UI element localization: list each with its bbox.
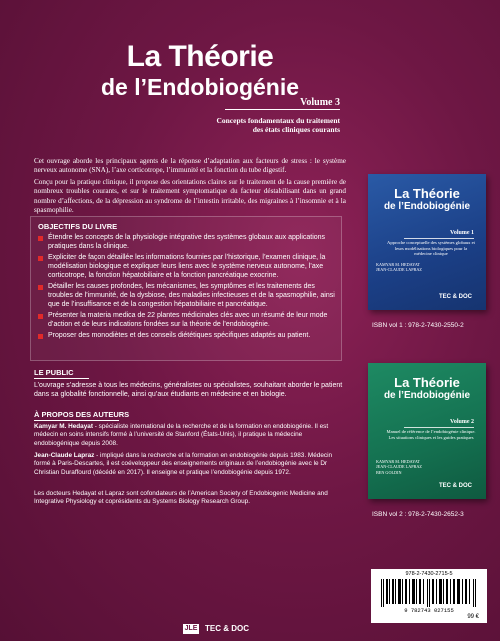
barcode-number: 9 782743 027155 (404, 607, 454, 614)
objective-text: Présenter la materia medica de 22 plantes médicinales clés avec un résumé de leur mode d’action et de leurs indications fondées sur la théorie de l’endobiogénie. (48, 311, 328, 328)
cover-publisher-logo: TEC & DOC (439, 483, 472, 489)
list-item (38, 312, 338, 330)
list-item (38, 254, 338, 281)
cover-divider (404, 238, 474, 239)
authors-divider (34, 420, 119, 421)
isbn-volume-2: ISBN vol 2 : 978-2-7430-2652-3 (372, 511, 464, 518)
bullet-square-icon (38, 314, 43, 319)
public-text: L’ouvrage s’adresse à tous les médecins, généralistes ou spécialistes, souhaitant aborder le patient dans sa globalité fonctionnelle, ainsi qu’aux étudiants en médecine et en biologie. (34, 382, 343, 399)
authors-joint-text: Les docteurs Hedayat et Lapraz sont cofondateurs de l’American Society of Endobiogenic Medicine and Integrative Physiology et coprésidents du Systems Biology Research Group. (34, 490, 328, 506)
cover-publisher-logo: TEC & DOC (439, 294, 472, 300)
volume-label: Volume 3 (300, 97, 340, 108)
public-title: LE PUBLIC (34, 368, 74, 377)
author-1-name: Kamyar M. Hedayat (34, 423, 93, 430)
jle-logo: JLE (184, 625, 198, 632)
list-item (38, 234, 338, 252)
list-item (38, 283, 338, 310)
objective-text: Détailler les causes profondes, les mécanismes, les symptômes et les traitements des troubles de l’immunité, de la dysbiose, des maladies infectieuses et de la spasmophilie, ainsi que de l’insuffisance et de la congestion hépatobiliaire et pancréatique. (48, 282, 335, 308)
intro-paragraph-2: Conçu pour la pratique clinique, il propose des orientations claires sur le traitement de la cause première de nombreux troubles courants, et sur le traitement symptomatique du facteur déstabilisant dans un grand nombre d’affections, de la dépression au syndrome de l’intestin irritable, des migraines à l’insomnie et à la spasmophilie. (34, 178, 346, 215)
bullet-square-icon (38, 236, 43, 241)
author-2-name: Jean-Claude Lapraz (34, 452, 95, 459)
barcode-icon (379, 579, 479, 607)
intro-paragraph-1: Cet ouvrage aborde les principaux agents de la réponse d’adaptation aux facteurs de stress : le système nerveux autonome (SNA), l’axe corticotrope, l’immunité et la fonction du tube digestif. (34, 157, 346, 175)
cover-title-line2: de l’Endobiogénie (383, 201, 471, 212)
public-divider (34, 378, 89, 379)
barcode-isbn: 978-2-7430-2715-5 (405, 571, 453, 577)
volume-divider (225, 109, 340, 110)
bullet-square-icon (38, 334, 43, 339)
authors-title: À PROPOS DES AUTEURS (34, 410, 130, 419)
volume-1-cover (368, 174, 486, 310)
barcode-block (371, 569, 487, 623)
cover-title-line1: La Théorie (394, 375, 460, 390)
tecdoc-logo: TEC & DOC (205, 624, 249, 633)
author-2-bio (34, 452, 346, 477)
author-1-bio (34, 423, 346, 448)
list-item (38, 332, 338, 341)
cover-title-line2: de l’Endobiogénie (383, 390, 471, 401)
author-2-text: - impliqué dans la recherche et la formation en endobiogénie depuis 1983. Médecin formé à Paris-Descartes, il est coéveloppeur des enseignements originaux de l’endobiogénie avec le Dr Christian Duraffourd (décédé en 2017). Il enseigne et pratique l’endobiogénie depuis 1972. (34, 452, 333, 476)
book-title-line1: La Théorie (126, 40, 274, 73)
cover-volume: Volume 1 (450, 230, 474, 236)
cover-volume: Volume 2 (450, 419, 474, 425)
cover-subtitle: Manuel de référence de l’endobiogénie clinique. Les situations cliniques et les guides pratiques (386, 429, 476, 440)
objective-text: Proposer des monodiètes et des conseils diététiques spécifiques adaptés au patient. (48, 331, 311, 339)
volume-2-cover (368, 363, 486, 499)
isbn-volume-1: ISBN vol 1 : 978-2-7430-2550-2 (372, 322, 464, 329)
book-title-line2: de l’Endobiogénie (100, 74, 300, 100)
cover-authors: KAMYAR M. HEDAYAT JEAN-CLAUDE LAPRAZ BEN GOLDIN (376, 459, 422, 475)
objective-text: Expliciter de façon détaillée les informations fournies par l’historique, l’examen clinique, la modélisation biologique et expliquer leurs liens avec le système nerveux autonome, l’axe corticotrope, la fonction hépatobiliaire et la fonction pancréatique exocrine. (48, 253, 326, 279)
objectives-list (38, 234, 338, 342)
author-1-text: - spécialiste international de la recherche et de la formation en endobiogénie. Il est médecin en soins intensifs formé à l’université de Stanford (États-Unis), il pratique la médecine endobiogénique depuis 2008. (34, 423, 329, 447)
cover-divider (404, 427, 474, 428)
objectives-title: OBJECTIFS DU LIVRE (38, 222, 118, 231)
bullet-square-icon (38, 256, 43, 261)
book-subtitle: Concepts fondamentaux du traitement des états cliniques courants (216, 116, 340, 135)
price: 99 € (467, 614, 479, 620)
cover-authors: KAMYAR M. HEDAYAT JEAN-CLAUDE LAPRAZ (376, 262, 422, 273)
cover-subtitle: Approche conceptuelle des systèmes globaux et leurs modélisations biologiques pour la médecine clinique (387, 240, 475, 257)
bullet-square-icon (38, 285, 43, 290)
cover-title-line1: La Théorie (394, 186, 460, 201)
objective-text: Étendre les concepts de la physiologie intégrative des systèmes globaux aux applications pratiques dans la clinique. (48, 234, 326, 250)
